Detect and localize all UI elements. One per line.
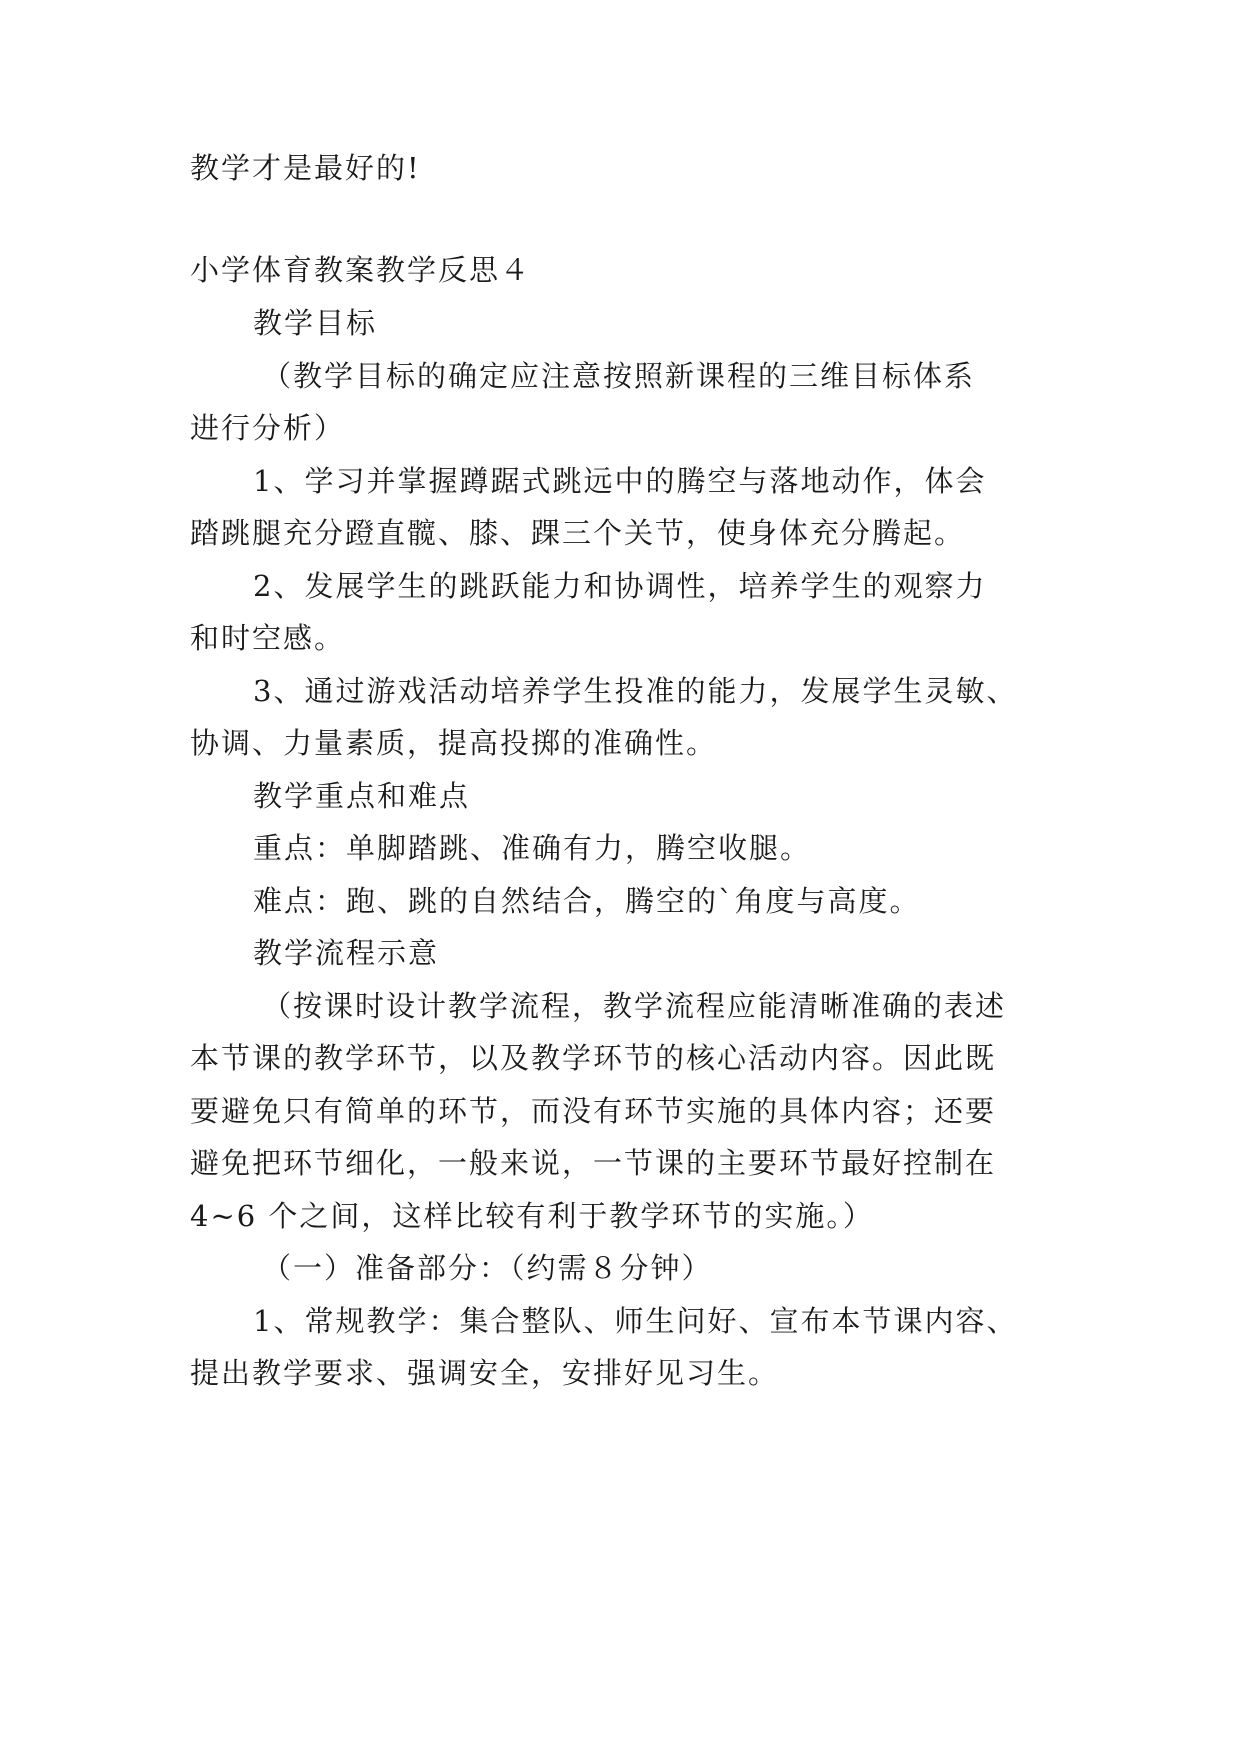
heading-key-points: 教学重点和难点	[253, 779, 471, 813]
text-line: 难点：跑、跳的自然结合，腾空的`角度与高度。	[253, 884, 921, 918]
text-line: 踏跳腿充分蹬直髋、膝、踝三个关节，使身体充分腾起。	[190, 516, 966, 550]
text-line: （教学目标的确定应注意按照新课程的三维目标体系	[262, 359, 976, 393]
section-title: 小学体育教案教学反思４	[190, 253, 532, 287]
heading-preparation: （一）准备部分：（约需８分钟）	[262, 1251, 713, 1285]
text-line: 教学才是最好的!	[190, 151, 421, 185]
text-line: 和时空感。	[190, 621, 346, 655]
text-line: 2、发展学生的跳跃能力和协调性，培养学生的观察力	[253, 569, 987, 603]
heading-flow: 教学流程示意	[253, 936, 440, 970]
text-line: 本节课的教学环节，以及教学环节的核心活动内容。因此既	[190, 1041, 997, 1075]
text-line: （按课时设计教学流程，教学流程应能清晰准确的表述	[262, 989, 1007, 1023]
text-line: 3、通过游戏活动培养学生投准的能力，发展学生灵敏、	[253, 674, 1018, 708]
text-line: 重点：单脚踏跳、准确有力，腾空收腿。	[253, 831, 812, 865]
text-line: 要避免只有简单的环节，而没有环节实施的具体内容；还要	[190, 1094, 997, 1128]
text-line: 提出教学要求、强调安全，安排好见习生。	[190, 1356, 780, 1390]
text-line: 避免把环节细化，一般来说，一节课的主要环节最好控制在	[190, 1146, 997, 1180]
text-line: 1、常规教学：集合整队、师生问好、宣布本节课内容、	[253, 1304, 1018, 1338]
text-line: 4~6 个之间，这样比较有利于教学环节的实施。）	[190, 1199, 874, 1233]
text-line: 进行分析）	[190, 411, 346, 445]
text-line: 协调、力量素质，提高投掷的准确性。	[190, 726, 718, 760]
text-line: 1、学习并掌握蹲踞式跳远中的腾空与落地动作，体会	[253, 464, 987, 498]
heading-objectives: 教学目标	[253, 306, 378, 340]
